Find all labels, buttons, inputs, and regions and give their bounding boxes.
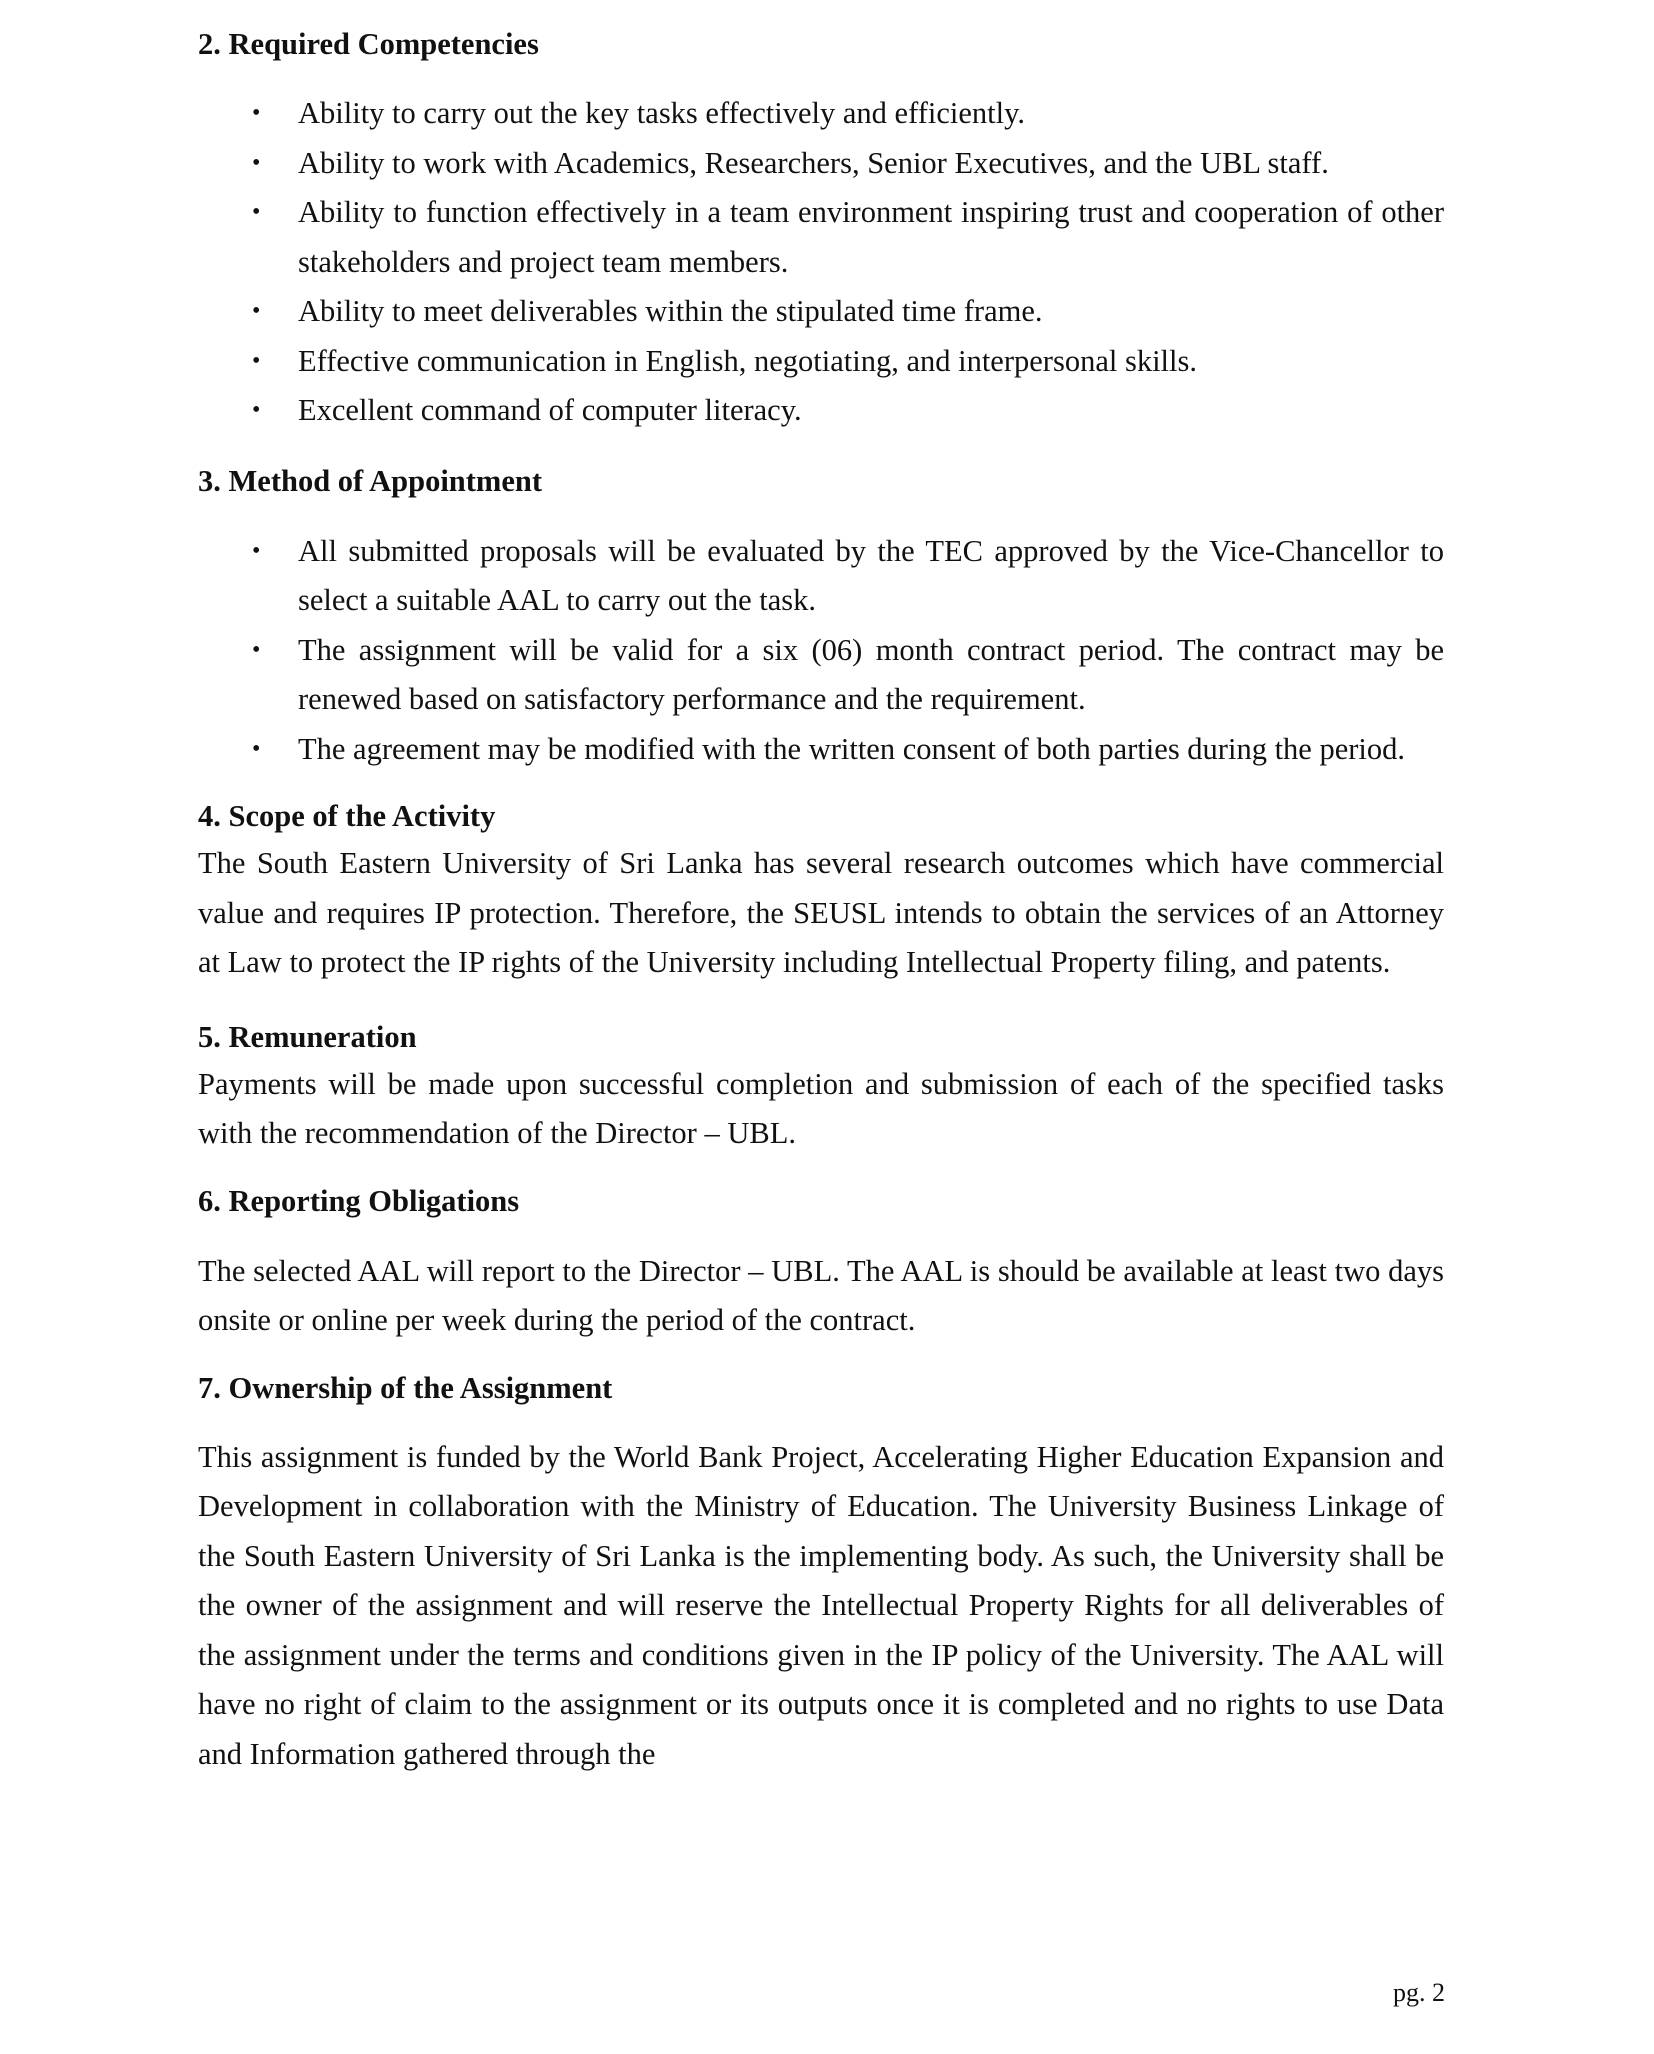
section-scope-of-activity bbox=[198, 794, 1444, 988]
section-paragraph: The selected AAL will report to the Director – UBL. The AAL is should be available at least two days onsite or online per week during the period of the contract. bbox=[198, 1253, 1444, 1337]
section-method-of-appointment bbox=[198, 459, 1444, 775]
list-item bbox=[198, 725, 1444, 775]
section-reporting-obligations bbox=[198, 1179, 1444, 1346]
list-item-text: All submitted proposals will be evaluated by the TEC approved by the Vice-Chancellor to select a suitable AAL to carry out the task. bbox=[298, 533, 1444, 617]
list-item-text: Ability to carry out the key tasks effectively and efficiently. bbox=[298, 96, 1025, 130]
bullet-icon: • bbox=[252, 100, 261, 126]
list-item bbox=[198, 89, 1444, 139]
list-item-text: Excellent command of computer literacy. bbox=[298, 393, 802, 427]
list-item bbox=[198, 139, 1444, 189]
section-remuneration bbox=[198, 1015, 1444, 1159]
section-heading: 3. Method of Appointment bbox=[198, 463, 542, 498]
bullet-list bbox=[198, 89, 1444, 436]
bullet-icon: • bbox=[252, 149, 261, 176]
section-paragraph: This assignment is funded by the World Bank Project, Accelerating Higher Education Expansion and Development in collaboration with the Ministry of Education. The University Business Linkage of the South Eastern University of Sri Lanka is the implementing body. As such, the University shall be the owner of the assignment and will reserve the Intellectual Property Rights for all deliverables of the assignment under the terms and conditions given in the IP policy of the University. The AAL will have no right of claim to the assignment or its outputs once it is completed and no rights to use Data and Information gathered through the bbox=[198, 1439, 1444, 1771]
list-item-text: Ability to meet deliverables within the stipulated time frame. bbox=[298, 294, 1043, 328]
section-required-competencies bbox=[198, 22, 1444, 436]
bullet-icon: • bbox=[252, 537, 261, 564]
page-content bbox=[198, 22, 1444, 1779]
section-heading: 6. Reporting Obligations bbox=[198, 1183, 520, 1218]
list-item-text: The assignment will be valid for a six (06) month contract period. The contract may be renewed based on satisfactory performance and the requirement. bbox=[298, 632, 1444, 716]
section-heading: 2. Required Competencies bbox=[198, 27, 539, 61]
section-ownership-of-assignment bbox=[198, 1366, 1444, 1780]
list-item-text: Effective communication in English, negotiating, and interpersonal skills. bbox=[298, 343, 1197, 378]
list-item bbox=[198, 287, 1444, 337]
bullet-icon: • bbox=[252, 347, 261, 374]
section-heading: 4. Scope of the Activity bbox=[198, 799, 496, 833]
list-item bbox=[198, 188, 1444, 287]
section-paragraph: Payments will be made upon successful completion and submission of each of the specified tasks with the recommendation of the Director – UBL. bbox=[198, 1066, 1444, 1150]
list-item bbox=[198, 626, 1444, 725]
list-item-text: Ability to work with Academics, Researchers, Senior Executives, and the UBL staff. bbox=[298, 145, 1329, 180]
list-item bbox=[198, 337, 1444, 387]
bullet-icon: • bbox=[252, 199, 261, 225]
list-item-text: Ability to function effectively in a team environment inspiring trust and cooperation of other stakeholders and project team members. bbox=[298, 195, 1444, 279]
bullet-icon: • bbox=[252, 735, 261, 762]
section-heading: 7. Ownership of the Assignment bbox=[198, 1370, 613, 1405]
list-item-text: The agreement may be modified with the written consent of both parties during the period. bbox=[298, 731, 1405, 766]
bullet-list bbox=[198, 527, 1444, 775]
section-paragraph: The South Eastern University of Sri Lanka has several research outcomes which have commercial value and requires IP protection. Therefore, the SEUSL intends to obtain the services of an Attorney at Law to protect the IP rights of the University including Intellectual Property filing, and patents. bbox=[198, 846, 1444, 979]
list-item bbox=[198, 386, 1444, 436]
bullet-icon: • bbox=[252, 636, 261, 663]
page-number: pg. 2 bbox=[1393, 1978, 1445, 2007]
bullet-icon: • bbox=[252, 298, 261, 324]
list-item bbox=[198, 527, 1444, 626]
bullet-icon: • bbox=[252, 397, 261, 423]
section-heading: 5. Remuneration bbox=[198, 1019, 417, 1054]
